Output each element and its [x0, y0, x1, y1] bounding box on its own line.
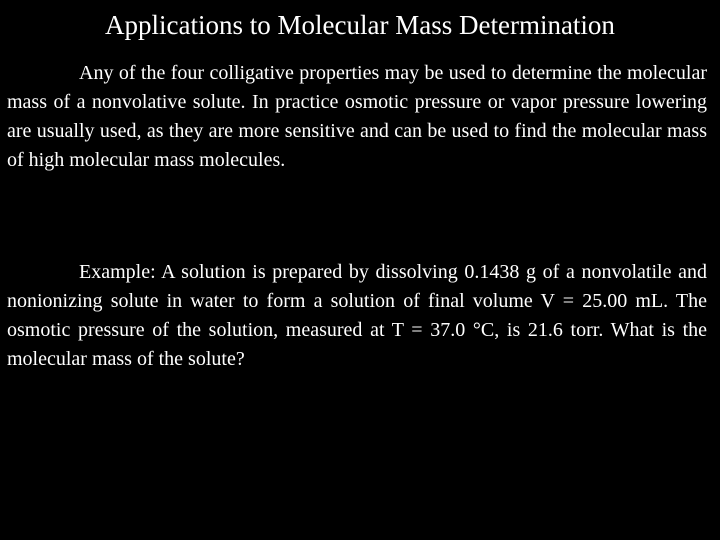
example-paragraph: Example: A solution is prepared by dissolving 0.1438 g of a nonvolatile and nonionizing solute in water to form a solution of final volume V = 25.00 mL. The osmotic pressure of the solution, measured at T = 37.0 °C, is 21.6 torr. What is the molecular mass of the solute? — [7, 261, 707, 370]
intro-paragraph: Any of the four colligative properties may be used to determine the molecular mass of a nonvolative solute. In practice osmotic pressure or vapor pressure lowering are usually used, as they are more sensitive and can be used to find the molecular mass of high molecular mass molecules. — [7, 62, 707, 171]
slide-title: Applications to Molecular Mass Determination — [105, 10, 615, 40]
